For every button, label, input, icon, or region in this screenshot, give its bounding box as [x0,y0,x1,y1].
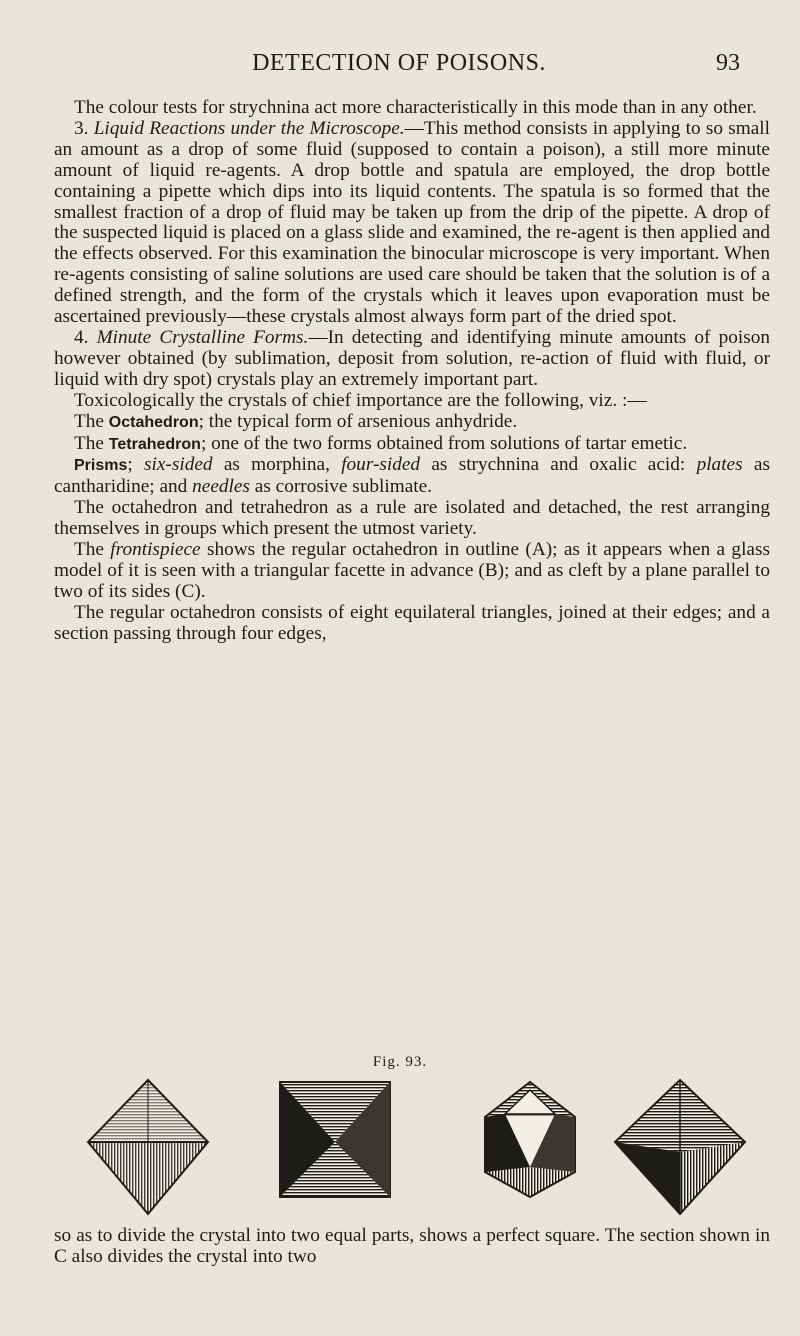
text-run: as strychnina and oxalic acid: [420,454,697,476]
italic-term: four-sided [341,454,421,476]
italic-term: plates [696,454,743,476]
section-heading: Liquid Reactions under the Microscope. [93,117,405,139]
figure-caption: Fig. 93. [372,1054,428,1070]
section-heading: Minute Crystalline Forms. [96,326,309,348]
term-prisms: Prisms [74,457,128,475]
section-number: 3. [74,117,89,139]
paragraph-text: —This method consists in applying to so small an amount as a drop of some fluid (supposed to contain a poison), a still more minute amount of liquid re-agents. A drop bottle and spatula are employed, the drop bottle containing a pipette which dips into its liquid contents. The spatula is so formed that the smallest fraction of a drop of fluid may be taken up from the drip of the pipette. A drop of the suspected liquid is placed on a glass slide and examined, the re-agent is then applied and the effects observed. For this examination the binocular microscope is very important. When re-agents consisting of saline solutions are used care should be taken that the solution is of a defined strength, and the form of the crystals which it leaves upon evaporation must be ascertained previously—these crystals almost always form part of the dried spot. [54,117,770,328]
octahedron-cleft-drawing [485,1082,575,1197]
paragraph-continuation: so as to divide the crystal into two equal parts, shows a perfect square. The section shown in C also divides the crystal into two [54,1225,770,1267]
text-run: ; one of the two forms obtained from solutions of tartar emetic. [200,432,688,454]
section-number: 4. [74,326,89,348]
paragraph-frontispiece [54,540,770,603]
paragraph-liquid-reactions [54,119,770,328]
italic-term: frontispiece [110,539,201,561]
page-header [58,50,740,84]
italic-term: six-sided [144,454,213,476]
paragraph-toxicologically: Toxicologically the crystals of chief importance are the following, viz. :— [74,389,647,411]
paragraph-text: —In detecting and identifying minute amounts of poison however obtained (by sublimation, deposit from solution, re-action of fluid with fluid, or liquid with dry spot) crystals play an extremely important part. [54,326,770,390]
octahedron-section-drawing [615,1080,745,1214]
crystal-figure [60,1072,760,1222]
page-number: 93 [716,50,740,76]
text-run: The [74,410,109,432]
body-text [54,98,770,645]
paragraph-colour-tests: The colour tests for strychnina act more characteristically in this mode than in any other. [74,97,757,118]
paragraph-tetrahedron [54,434,770,456]
running-head: DETECTION OF POISONS. [252,50,546,76]
text-run: shows the regular octahedron in outline (A); as it appears when a glass model of it is seen with a triangular facette in advance (B); and as cleft by a plane parallel to two of its sides (C). [54,539,770,602]
text-run: ; the typical form of arsenious anhydride. [198,410,518,432]
term-tetrahedron: Tetrahedron [108,435,201,453]
octahedron-outline-drawing [88,1080,208,1214]
text-run: The [74,539,111,561]
text-run: The [74,432,109,454]
paragraph-prisms [54,455,770,498]
italic-term: needles [192,476,250,498]
continuation-text [54,1226,770,1268]
text-run: as corrosive sublimate. [249,476,433,498]
paragraph-isolated: The octahedron and tetrahedron as a rule are isolated and detached, the rest arranging themselves in groups which present the utmost variety. [54,497,770,540]
term-octahedron: Octahedron [108,413,199,431]
text-run: as morphina, [212,454,342,476]
text-run: ; [127,454,145,476]
paragraph-octahedron [54,412,770,434]
paragraph-regular-octahedron: The regular octahedron consists of eight equilateral triangles, joined at their edges; and a section passing through four edges, [54,601,770,644]
paragraph-crystalline-forms [54,328,770,391]
text-run: as cantharidine; and [54,454,770,498]
octahedron-facette-drawing [280,1082,390,1197]
